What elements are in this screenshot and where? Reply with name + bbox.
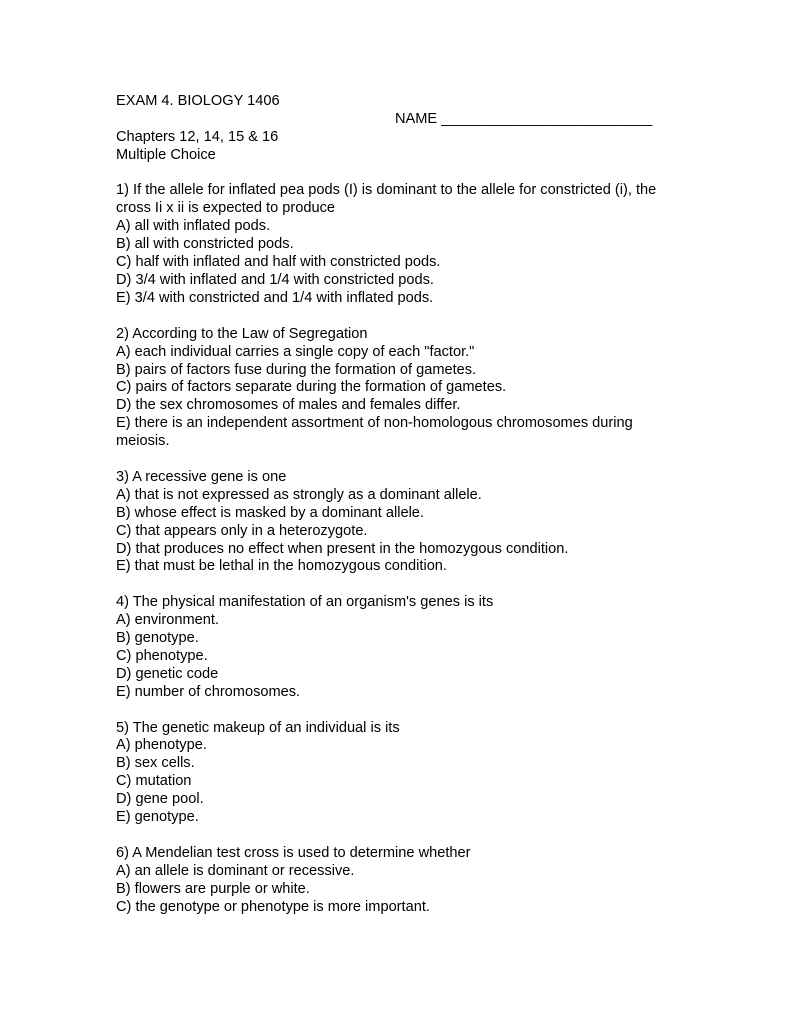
answer-option: D) genetic code <box>116 665 219 682</box>
question-stem: 3) A recessive gene is one <box>116 468 287 485</box>
answer-option: B) pairs of factors fuse during the formation of gametes. <box>116 361 477 378</box>
answer-option: D) gene pool. <box>116 791 204 808</box>
answer-option: B) whose effect is masked by a dominant allele. <box>116 504 424 521</box>
answer-option: A) each individual carries a single copy of each "factor." <box>116 343 475 360</box>
answer-option: E) there is an independent assortment of non-homologous chromosomes during meiosis. <box>116 415 633 450</box>
question-stem: 6) A Mendelian test cross is used to determine whether <box>116 844 471 861</box>
answer-option: C) phenotype. <box>116 647 208 664</box>
question-stem: 1) If the allele for inflated pea pods (I) is dominant to the allele for constricted (i), the cross Ii x ii is expected to produce <box>116 182 657 217</box>
question-stem: 2) According to the Law of Segregation <box>116 325 368 342</box>
answer-option: C) half with inflated and half with constricted pods. <box>116 254 441 271</box>
exam-page <box>116 93 676 934</box>
format-line: Multiple Choice <box>116 146 216 163</box>
question-2 <box>116 326 676 451</box>
name-field-label: NAME __________________________ <box>395 111 653 127</box>
answer-option: C) mutation <box>116 773 192 790</box>
answer-option: E) 3/4 with constricted and 1/4 with inflated pods. <box>116 289 434 306</box>
answer-option: A) phenotype. <box>116 737 207 754</box>
questions-list <box>116 182 676 916</box>
question-3 <box>116 469 676 576</box>
answer-option: C) the genotype or phenotype is more important. <box>116 898 430 915</box>
answer-option: A) environment. <box>116 612 220 629</box>
exam-title: EXAM 4. BIOLOGY 1406 <box>116 93 280 109</box>
answer-option: B) flowers are purple or white. <box>116 880 310 897</box>
question-stem: 5) The genetic makeup of an individual is its <box>116 719 400 736</box>
answer-option: E) number of chromosomes. <box>116 683 301 700</box>
question-1 <box>116 182 676 307</box>
answer-option: D) the sex chromosomes of males and females differ. <box>116 397 461 414</box>
answer-option: E) that must be lethal in the homozygous condition. <box>116 558 447 575</box>
answer-option: D) 3/4 with inflated and 1/4 with constricted pods. <box>116 271 434 288</box>
question-5 <box>116 720 676 827</box>
chapters-line: Chapters 12, 14, 15 & 16 <box>116 128 279 145</box>
answer-option: B) genotype. <box>116 630 199 647</box>
answer-option: E) genotype. <box>116 809 199 826</box>
answer-option: D) that produces no effect when present in the homozygous condition. <box>116 540 569 557</box>
answer-option: B) all with constricted pods. <box>116 236 294 253</box>
answer-option: A) that is not expressed as strongly as a dominant allele. <box>116 486 482 503</box>
answer-option: A) an allele is dominant or recessive. <box>116 862 355 879</box>
question-stem: 4) The physical manifestation of an organism's genes is its <box>116 594 494 611</box>
answer-option: C) pairs of factors separate during the formation of gametes. <box>116 379 507 396</box>
question-4 <box>116 594 676 701</box>
answer-option: C) that appears only in a heterozygote. <box>116 522 368 539</box>
question-6 <box>116 845 676 917</box>
answer-option: B) sex cells. <box>116 755 195 772</box>
answer-option: A) all with inflated pods. <box>116 218 271 235</box>
